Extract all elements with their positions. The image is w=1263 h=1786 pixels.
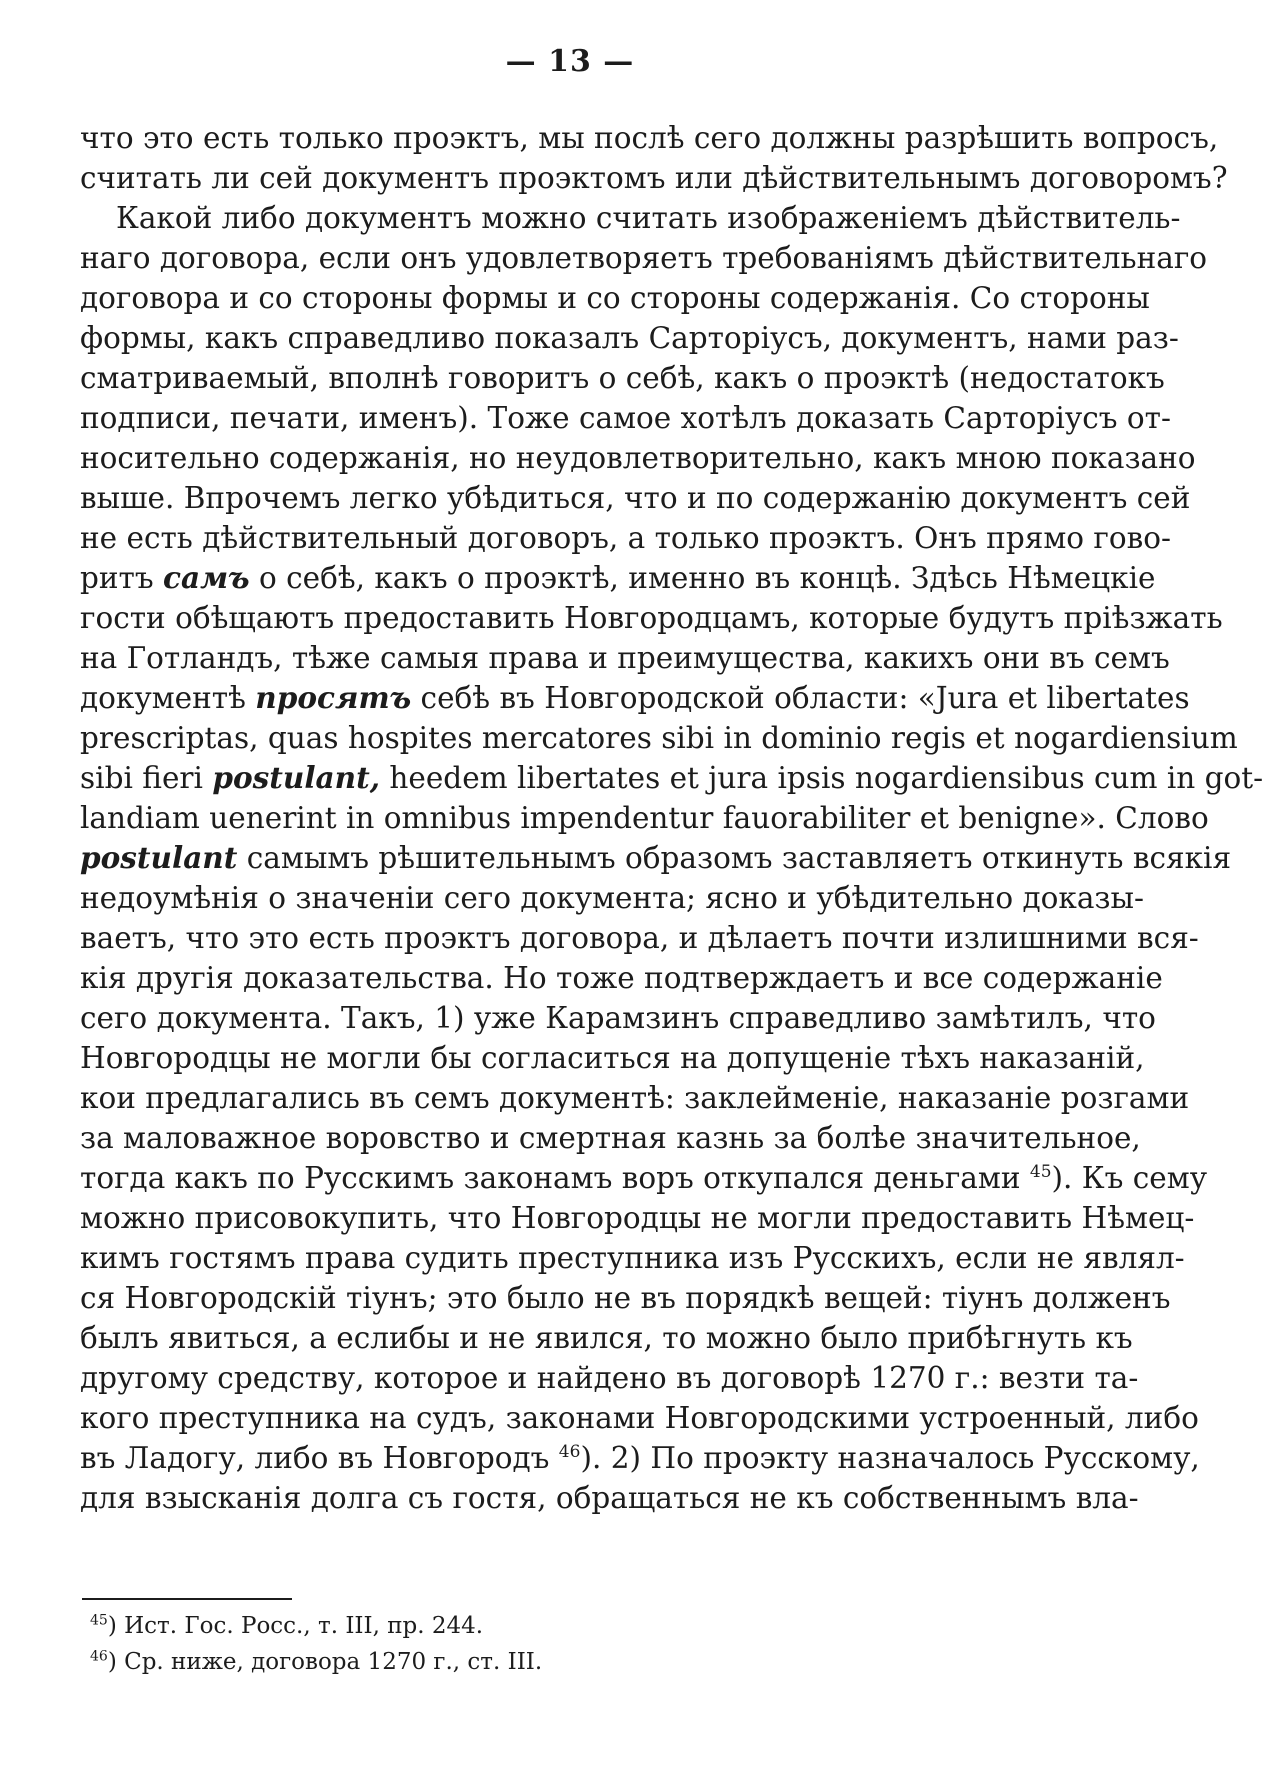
page-number: — 13 — [505,44,635,79]
text-line: Какой либо документъ можно считать изображеніемъ дѣйствитель- [116,201,1181,235]
text-line: выше. Впрочемъ легко убѣдиться, что и по содержанію документъ сей [80,481,1191,515]
text-line: что это есть только проэктъ, мы послѣ сего должны разрѣшить вопросъ, [80,121,1219,155]
emphasis-word: самъ [163,560,250,595]
footnote-divider [82,1598,292,1600]
text-line: prescriptas, quas hospites mercatores sibi in dominio regis et nogardiensium [80,721,1238,755]
footnote-ref: 45 [1029,1162,1052,1183]
text-line: гости обѣщаютъ предоставить Новгородцамъ, которые будутъ пріѣзжать [80,601,1223,635]
emphasis-word: postulant [80,840,238,875]
text-line: формы, какъ справедливо показалъ Сарторіусъ, документъ, нами раз- [80,321,1179,355]
text-line: сего документа. Такъ, 1) уже Карамзинъ справедливо замѣтилъ, что [80,1001,1156,1035]
text-line: другому средству, которое и найдено въ договорѣ 1270 г.: везти та- [80,1361,1139,1395]
text-line: не есть дѣйствительный договоръ, а только проэктъ. Онъ прямо гово- [80,521,1171,555]
footnote: $^{45}$) Ист. Гос. Росс., т. III, пр. 244. [90,1612,484,1639]
emphasis-word: postulant, [212,760,380,795]
text-line: носительно содержанія, но неудовлетворительно, какъ мною показано [80,441,1196,475]
footnote-ref: 46 [558,1442,581,1463]
text-line: сматриваемый, вполнѣ говоритъ о себѣ, какъ о проэктѣ (недостатокъ [80,361,1165,395]
text-line: ритъ самъ о себѣ, какъ о проэктѣ, именно въ концѣ. Здѣсь Нѣмецкіе [80,560,1156,595]
text-line: недоумѣнія о значеніи сего документа; ясно и убѣдительно доказы- [80,881,1144,915]
text-line: на Готландъ, тѣже самыя права и преимущества, какихъ они въ семъ [80,641,1170,675]
text-line: postulant самымъ рѣшительнымъ образомъ заставляетъ откинуть всякія [80,840,1232,875]
text-line: кого преступника на судъ, законами Новгородскими устроенный, либо [80,1401,1199,1435]
text-line: ся Новгородскій тіунъ; это было не въ порядкѣ вещей: тіунъ долженъ [80,1281,1171,1315]
footnote-mark: 46 [90,1648,108,1665]
text-line: считать ли сей документъ проэктомъ или дѣйствительнымъ договоромъ? [80,161,1228,195]
text-line: договора и со стороны формы и со стороны содержанія. Со стороны [80,281,1150,315]
footnote: $^{46}$) Ср. ниже, договора 1270 г., ст. III. [90,1648,543,1675]
text-line: тогда какъ по Русскимъ законамъ воръ откупался деньгами $^{45}$). Къ сему [80,1161,1208,1195]
text-line: ваетъ, что это есть проэктъ договора, и дѣлаетъ почти излишними вся- [80,921,1199,955]
text-line: кія другія доказательства. Но тоже подтверждаетъ и все содержаніе [80,961,1163,995]
footnote-mark: 45 [90,1612,108,1629]
text-line: landiam uenerint in omnibus impendentur fauorabiliter et benigne». Слово [80,801,1209,835]
text-line: подписи, печати, именъ). Тоже самое хотѣлъ доказать Сарторіусъ от- [80,401,1171,435]
text-line: наго договора, если онъ удовлетворяетъ требованіямъ дѣйствительнаго [80,241,1208,275]
text-line: Новгородцы не могли бы согласиться на допущеніе тѣхъ наказаній, [80,1041,1145,1075]
text-line: sibi fieri postulant, heedem libertates et jura ipsis nogardiensibus cum in got- [80,760,1263,795]
text-line: за маловажное воровство и смертная казнь за болѣе значительное, [80,1121,1141,1155]
text-line: кимъ гостямъ права судить преступника изъ Русскихъ, если не являл- [80,1241,1185,1275]
text-line: для взысканія долга съ гостя, обращаться не къ собственнымъ вла- [80,1481,1139,1515]
footnotes [90,1608,542,1680]
emphasis-word: просятъ [255,680,412,715]
text-line: въ Ладогу, либо въ Новгородъ $^{46}$). 2) По проэкту назначалось Русскому, [80,1441,1200,1475]
main-text [80,118,1263,1518]
text-line: документѣ просятъ себѣ въ Новгородской области: «Jura et libertates [80,680,1190,715]
text-line: былъ явиться, а еслибы и не явился, то можно было прибѣгнуть къ [80,1321,1133,1355]
text-line: можно присовокупить, что Новгородцы не могли предоставить Нѣмец- [80,1201,1195,1235]
text-line: кои предлагались въ семъ документѣ: заклейменіе, наказаніе розгами [80,1081,1190,1115]
